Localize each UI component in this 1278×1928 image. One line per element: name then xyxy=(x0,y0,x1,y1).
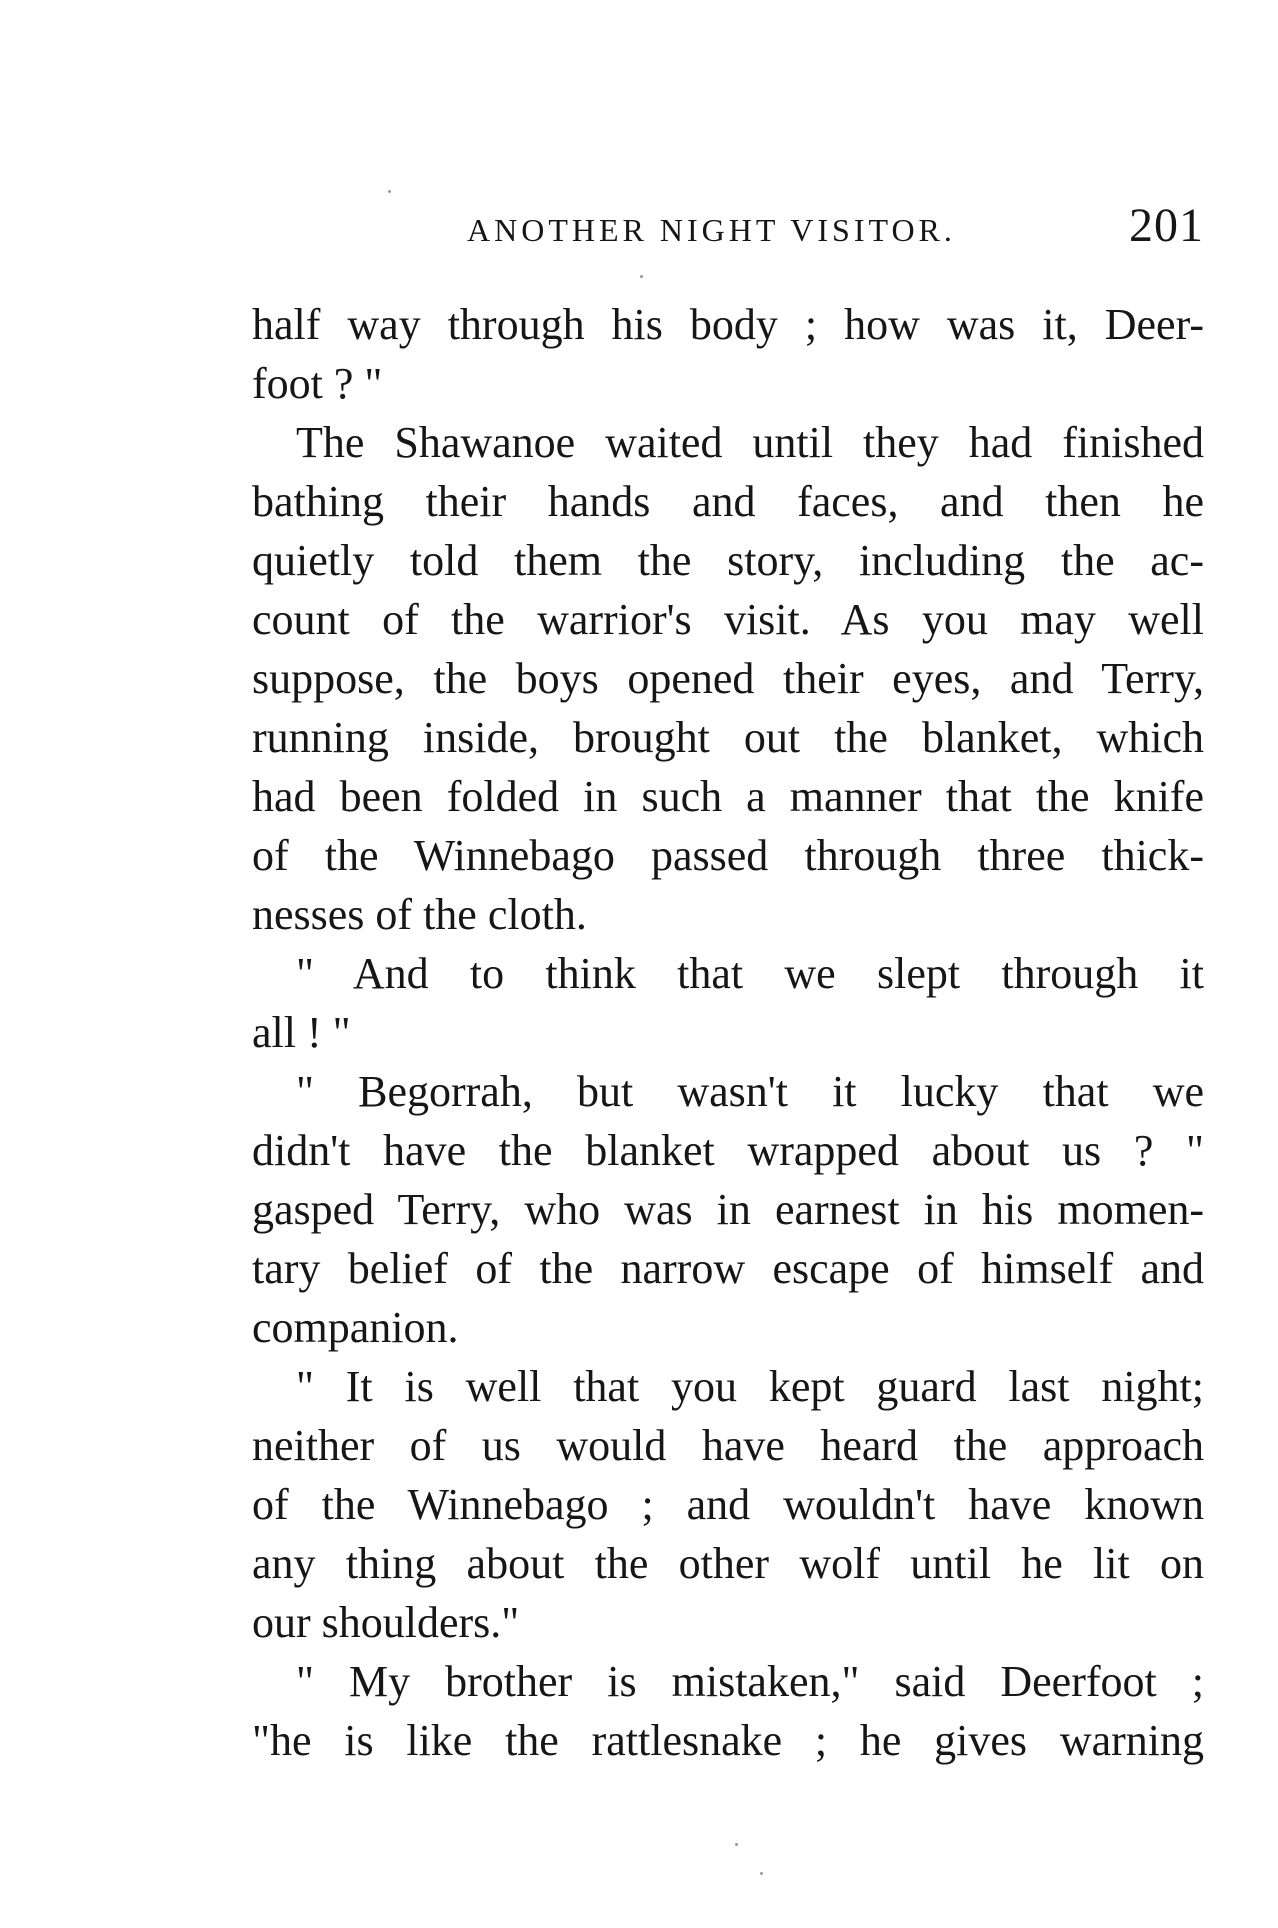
text-line: count of the warrior's visit. As you may well xyxy=(252,595,1204,644)
text-line: tary belief of the narrow escape of himself and xyxy=(252,1244,1204,1293)
text-line: running inside, brought out the blanket, which xyxy=(252,713,1204,762)
text-line: quietly told them the story, including the ac- xyxy=(252,536,1204,585)
running-title: ANOTHER NIGHT VISITOR. xyxy=(467,212,956,248)
text-line: all ! " xyxy=(252,1008,351,1057)
text-line: of the Winnebago passed through three thick- xyxy=(252,831,1204,880)
text-line: " Begorrah, but wasn't it lucky that we xyxy=(296,1067,1204,1116)
text-line: of the Winnebago ; and wouldn't have known xyxy=(252,1480,1204,1529)
text-line: half way through his body ; how was it, Deer- xyxy=(252,300,1204,349)
paper-speck xyxy=(760,1872,763,1875)
text-line: foot ? " xyxy=(252,359,383,408)
text-line: gasped Terry, who was in earnest in his momen- xyxy=(252,1185,1204,1234)
text-line: "he is like the rattlesnake ; he gives warning xyxy=(252,1716,1204,1765)
text-line: had been folded in such a manner that the knife xyxy=(252,772,1204,821)
running-head xyxy=(252,198,1204,258)
page-number: 201 xyxy=(1129,199,1204,252)
paper-speck xyxy=(735,1843,738,1846)
text-line: companion. xyxy=(252,1303,459,1352)
text-line: suppose, the boys opened their eyes, and Terry, xyxy=(252,654,1204,703)
text-line: bathing their hands and faces, and then he xyxy=(252,477,1204,526)
text-line: " It is well that you kept guard last night; xyxy=(296,1362,1204,1411)
text-line: " And to think that we slept through it xyxy=(296,949,1204,998)
paper-speck xyxy=(640,275,643,278)
text-line: " My brother is mistaken," said Deerfoot ; xyxy=(296,1657,1204,1706)
text-line: didn't have the blanket wrapped about us ? " xyxy=(252,1126,1204,1175)
paper-speck xyxy=(388,190,391,193)
text-line: neither of us would have heard the approach xyxy=(252,1421,1204,1470)
text-line: our shoulders." xyxy=(252,1598,520,1647)
body-text xyxy=(252,295,1204,1770)
text-line: The Shawanoe waited until they had finished xyxy=(296,418,1204,467)
text-line: nesses of the cloth. xyxy=(252,890,587,939)
text-line: any thing about the other wolf until he lit on xyxy=(252,1539,1204,1588)
